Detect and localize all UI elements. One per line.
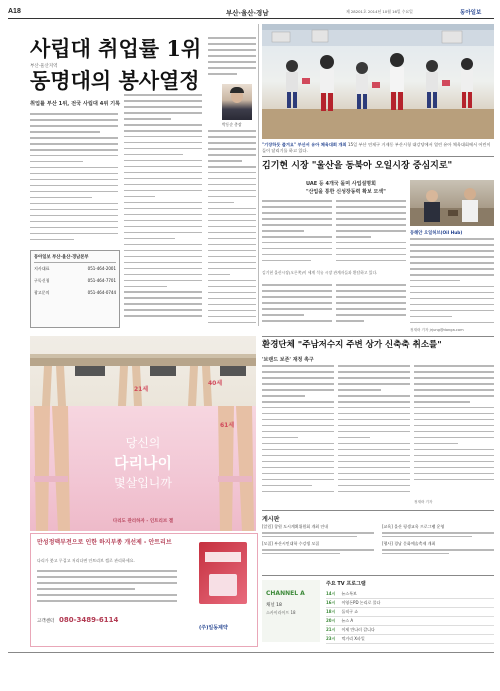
kids-sports-photo (262, 24, 494, 139)
top-photo-caption (262, 142, 494, 154)
left-body-1 (30, 113, 118, 253)
ad-line-2: 다리나이 (114, 454, 172, 472)
notice-title: 게시판 (262, 516, 280, 523)
product-ad-sub: 다리가 붓고 무겁고 저리다면 안트리브 겔로 관리하세요. (37, 558, 135, 563)
ad-line-1: 당신의 (125, 436, 161, 450)
mid-article-deck-2: "산업을 통한 신성장동력 확보 모색" (306, 189, 386, 195)
portrait-caption: 박동순 총장 (222, 122, 242, 127)
mid-article-deck-1: UAE 등 4개국 돌며 사업설명회 (306, 181, 376, 187)
age-label-21: 21세 (134, 386, 149, 393)
contact-row-1: 지사대표 051-464-2001 (34, 266, 116, 271)
mid-article-rule (262, 156, 494, 157)
top-photo-caption-title: "기장하듯 즐겨요" 부산서 유아 체육대회 개최 (262, 142, 347, 147)
top-photo-caption-body: 15일 부산 연제구 거제동 부산시청 대강당에서 열린 유아 체육대회에서 어린이들이 달리기를 하고 있다. (262, 142, 491, 153)
leg-ad-top (30, 336, 256, 406)
mid-article-headline: 김기현 시장 "울산을 동북아 오일시장 중심지로" (262, 161, 453, 171)
channel-logo: CHANNEL A (266, 590, 305, 597)
env-body-1 (262, 365, 334, 505)
notice-item[interactable]: [행사] 경남 문화예술축제 개최 (382, 541, 436, 547)
product-ad-headline: 만성정맥부전으로 인한 하지부종 개선제 - 안트리브 (37, 539, 172, 546)
env-article-headline: 환경단체 "주남저수지 주변 상가 신축축 취소를" (262, 340, 442, 350)
notice-item[interactable]: [모집] 부산시민대학 수강생 모집 (262, 541, 320, 547)
paper-logo: 동아일보 (460, 10, 482, 16)
tv-row[interactable]: 20시 뉴스 A (326, 617, 494, 626)
tv-list (326, 590, 494, 644)
side-kicker: 동해안 오일허브(Oil Hub) (410, 231, 463, 236)
left-body-3b (208, 130, 256, 335)
left-body-2 (124, 94, 202, 334)
contact-row-2: 구독신청 051-464-7701 (34, 278, 116, 283)
product-ad (30, 533, 258, 647)
mid-article-side-body (410, 238, 494, 328)
desk-legs-illustration (30, 336, 256, 406)
mid-article-body-3 (262, 284, 332, 326)
left-headline-1: 사립대 취업률 1위 (30, 36, 202, 61)
product-ad-body (37, 570, 177, 610)
mid-article-body-4 (336, 284, 406, 326)
mid-article-caption: 김기현 울산시장(오른쪽)이 세계 석유 시장 관계자들과 환담하고 있다. (262, 270, 378, 275)
env-body-2 (338, 365, 410, 505)
env-article-deck: '브랜드 보존' 재정 촉구 (262, 357, 314, 363)
age-label-61: 61세 (220, 422, 235, 429)
kids-sports-illustration (262, 24, 494, 139)
env-byline: 정재락 기자 (414, 500, 433, 504)
tv-row[interactable]: 14시 뉴스특보 (326, 590, 494, 599)
leg-ad-main (30, 406, 256, 531)
tv-row[interactable]: 16시 이영돈PD 논리로 풀다 (326, 599, 494, 608)
issue-info: 제 28201호 2014년 10월 16일 수요일 (346, 9, 413, 14)
tv-logo-block (262, 580, 320, 642)
ad-bottom-slogan: 다리도 관리하자 - 인트리브 겔 (112, 519, 174, 524)
mayor-meeting-photo (410, 180, 494, 226)
env-article-rule (262, 336, 494, 337)
env-body-3 (414, 365, 494, 505)
age-label-40: 40세 (208, 380, 223, 387)
masthead (8, 6, 494, 18)
contact-box-title: 동아일보 부산·울산·경남본부 (34, 255, 89, 260)
notice-item[interactable]: [교육] 울산 평생교육 프로그램 운영 (382, 524, 445, 529)
column-divider (258, 24, 259, 326)
channel-sub: 스카이라이프 18 (266, 610, 296, 615)
ad-line-3: 몇살입니까 (114, 476, 172, 490)
product-company: (주)일동제약 (199, 625, 228, 631)
notice-list (262, 524, 374, 558)
mid-article-body-1 (262, 200, 332, 268)
notice-rule (262, 510, 494, 511)
tv-row[interactable]: 18시 돌직구 쇼 (326, 608, 494, 617)
contact-row-3: 광고문의 051-464-0744 (34, 290, 116, 295)
product-box (199, 542, 247, 604)
page-bottom-rule (8, 652, 494, 653)
tv-row[interactable]: 21시 이제 만나러 갑니다 (326, 626, 494, 635)
meeting-illustration (410, 180, 494, 226)
mid-article-body-2 (336, 200, 406, 268)
contact-box (30, 250, 120, 328)
section-name: 부산·울산·경남 (226, 9, 269, 17)
left-kicker: 부산·울산지역 (30, 64, 58, 69)
page-number: A18 (8, 8, 21, 15)
left-headline-2: 동명대의 봉사열정 (30, 68, 200, 93)
product-phone: 080-3489-6114 (59, 616, 119, 624)
tv-rule (262, 575, 494, 576)
notice-list-2 (382, 524, 494, 558)
portrait-photo (222, 84, 252, 120)
channel-number: 채널 18 (266, 603, 282, 608)
product-phone-label: 고객센터 (37, 619, 55, 624)
mid-article-byline: 정재락 기자 jrjung@donga.com (410, 328, 464, 332)
masthead-rule (8, 18, 494, 19)
notice-item[interactable]: [알림] 창원 도시계획위원회 개최 안내 (262, 524, 329, 529)
tv-row[interactable]: 23시 먹거리 X파일 (326, 635, 494, 644)
tv-title: 주요 TV 프로그램 (326, 581, 366, 587)
left-deck: 취업률 부산 1위, 전국 사립대 4위 기록 (30, 101, 121, 107)
